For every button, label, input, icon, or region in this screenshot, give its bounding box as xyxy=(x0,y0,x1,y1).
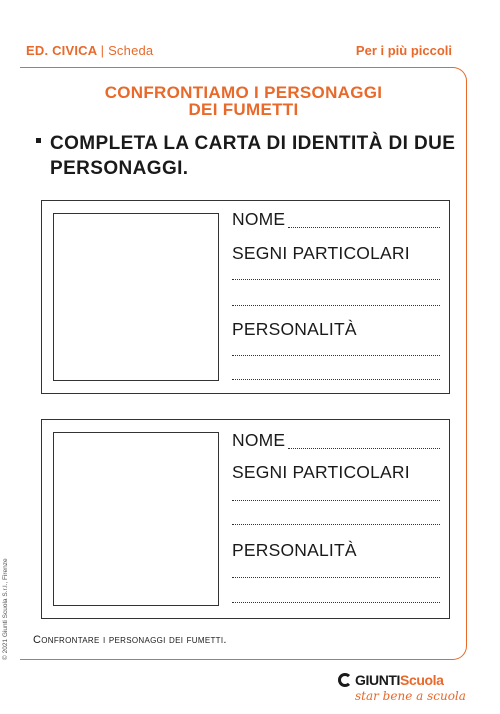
header-separator: | xyxy=(100,43,105,58)
header-sheet-label: Scheda xyxy=(108,43,154,58)
personality-label: PERSONALITÀ xyxy=(232,540,357,560)
title-line-2: DEI FUMETTI xyxy=(188,100,299,119)
features-line-1[interactable] xyxy=(232,279,440,280)
personality-line-2[interactable] xyxy=(232,602,440,603)
name-line[interactable] xyxy=(288,448,440,449)
instruction-line-1: COMPLETA LA CARTA DI IDENTITÀ DI DUE xyxy=(50,133,456,154)
header-level-label: Per i più piccoli xyxy=(355,43,452,58)
features-line-2[interactable] xyxy=(232,524,440,525)
personality-label: PERSONALITÀ xyxy=(232,319,357,339)
name-line[interactable] xyxy=(288,227,440,228)
copyright-notice: © 2021 Giunti Scuola S.r.l., Firenze xyxy=(2,558,9,660)
page-title xyxy=(20,84,467,118)
footnote: Confrontare i personaggi dei fumetti. xyxy=(33,634,227,646)
logo-g-icon xyxy=(338,673,352,687)
logo-brand: GIUNTIScuola xyxy=(355,672,444,688)
name-label: NOME xyxy=(232,430,286,450)
bullet-icon xyxy=(36,138,41,143)
features-label: SEGNI PARTICOLARI xyxy=(232,462,410,482)
features-line-1[interactable] xyxy=(232,500,440,501)
personality-line-1[interactable] xyxy=(232,355,440,356)
title-line-1: CONFRONTIAMO I PERSONAGGI xyxy=(104,83,383,102)
header-subject xyxy=(26,43,153,58)
personality-line-1[interactable] xyxy=(232,577,440,578)
features-label: SEGNI PARTICOLARI xyxy=(232,243,410,263)
logo-tagline: star bene a scuola xyxy=(355,689,466,703)
personality-line-2[interactable] xyxy=(232,379,440,380)
identity-card-2 xyxy=(41,419,450,619)
photo-box[interactable] xyxy=(53,432,219,606)
name-label: NOME xyxy=(232,209,286,229)
identity-card-1 xyxy=(41,200,450,394)
instruction xyxy=(36,131,456,181)
header-subject-label: ED. CIVICA xyxy=(26,43,97,58)
features-line-2[interactable] xyxy=(232,305,440,306)
instruction-line-2: PERSONAGGI. xyxy=(50,158,189,179)
photo-box[interactable] xyxy=(53,213,219,381)
